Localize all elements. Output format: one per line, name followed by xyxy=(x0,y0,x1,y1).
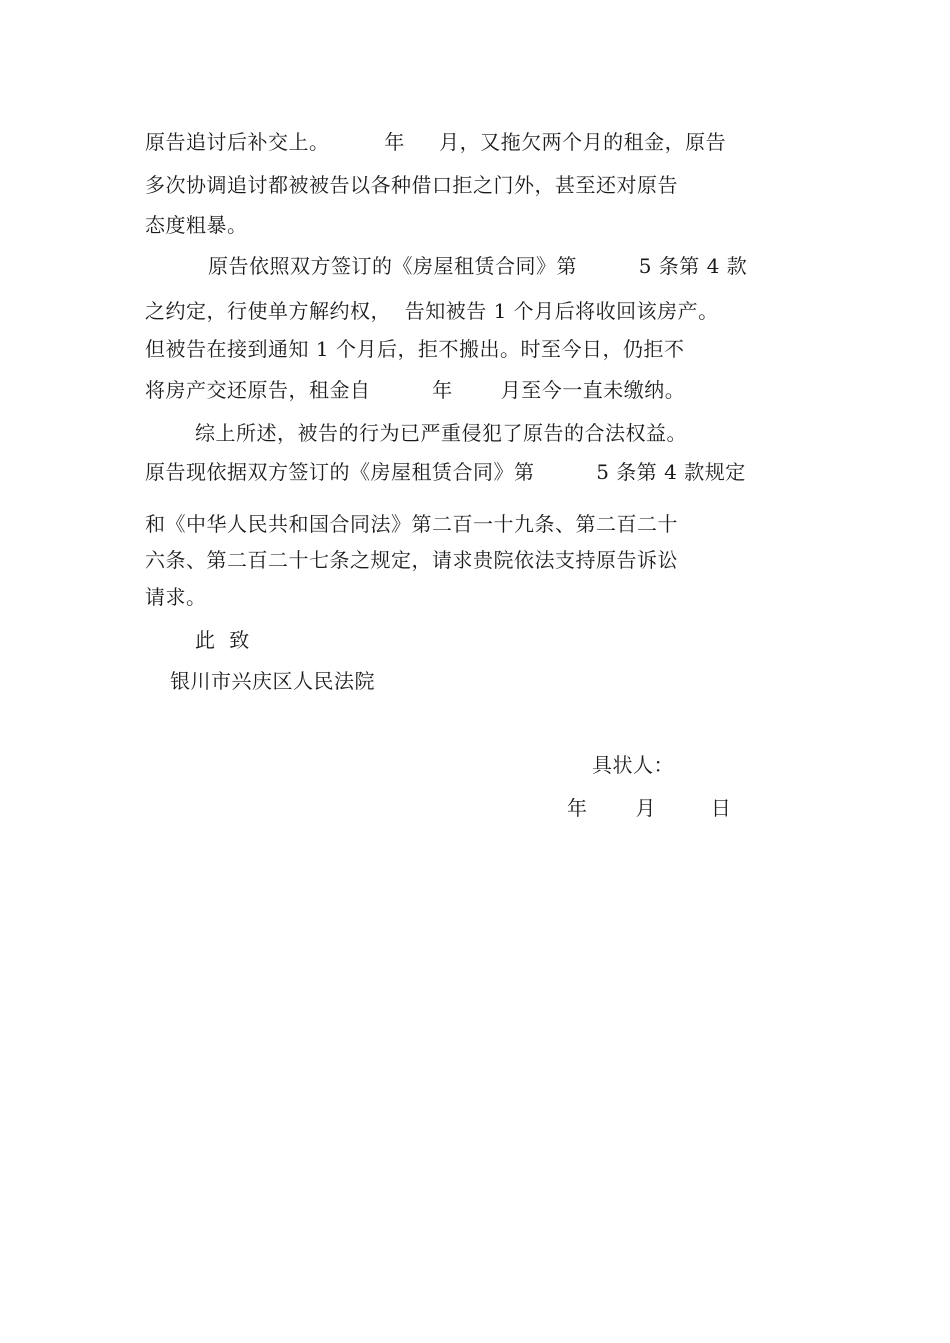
addressee-court: 银川市兴庆区人民法院 xyxy=(170,669,375,693)
paragraph-3-line-5: 请求。 xyxy=(145,585,207,609)
signature-label: 具状人： xyxy=(592,753,674,777)
paragraph-1-line-3: 态度粗暴。 xyxy=(145,213,248,237)
closing-salutation: 此 致 xyxy=(195,628,250,652)
paragraph-2-line-4: 将房产交还原告，租金自 年 月至今一直未缴纳。 xyxy=(145,378,686,402)
signature-date: 年 月 日 xyxy=(567,796,732,820)
paragraph-1-line-2: 多次协调追讨都被被告以各种借口拒之门外，甚至还对原告 xyxy=(145,173,678,197)
paragraph-2-line-2: 之约定，行使单方解约权， 告知被告 1 个月后将收回该房产。 xyxy=(145,299,719,323)
paragraph-1-line-1: 原告追讨后补交上。 年 月，又拖欠两个月的租金，原告 xyxy=(145,130,727,154)
paragraph-2-line-3: 但被告在接到通知 1 个月后，拒不搬出。时至今日，仍拒不 xyxy=(145,337,685,361)
paragraph-3-line-1: 综上所述，被告的行为已严重侵犯了原告的合法权益。 xyxy=(195,421,687,445)
paragraph-3-line-3: 和《中华人民共和国合同法》第二百一十九条、第二百二十 xyxy=(145,512,678,536)
paragraph-3-line-4: 六条、第二百二十七条之规定，请求贵院依法支持原告诉讼 xyxy=(145,548,678,572)
paragraph-3-line-2: 原告现依据双方签订的《房屋租赁合同》第 5 条第 4 款规定 xyxy=(145,460,746,484)
paragraph-2-line-1: 原告依照双方签订的《房屋租赁合同》第 5 条第 4 款 xyxy=(208,254,748,278)
